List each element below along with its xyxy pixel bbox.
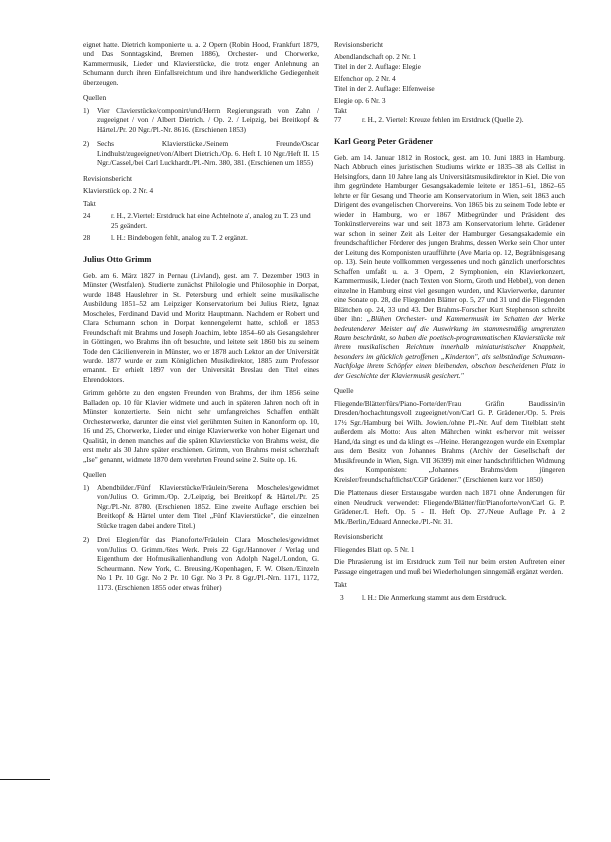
source-text: Drei Elegien/für das Pianoforte/Fräulein Clara Moscheles/gewidmet von/Julius O. Grimm./6tes Werk. Preis 22 Ggr./Hannover / Verlag und Eigenthum der Hofmusikalienhandlung von Adolph Nagel./London, G. Scheurmann. New York, C. Breusing./Kopenhagen, F. W. Olsen./Einzeln No 1 Pr. 10 Ggr. No 2 Pr. 10 Ggr. No 3 Pr. 8 Ggr./Pl.-Nrn. 1171, 1172, 1173. (Erschienen 1855 oder etwas früher)	[97, 535, 319, 592]
quelle-text-2: Die Plattenaus dieser Erstausgabe wurden nach 1871 ohne Änderungen für einen Neudruck verwendet: Fliegende/Blätter/für/Pianoforte/von/Carl G. P. Grädener./I. Heft. Op. 5 - II. Heft Op. 27./Neue Auflage Pr. à 2 Mk./Berlin,/Eduard Annecke./Pl.-Nr. 31.	[334, 488, 565, 526]
revision-piece: Klavierstück op. 2 Nr. 4	[83, 186, 154, 196]
revision-line	[334, 593, 565, 602]
left-column	[83, 40, 319, 597]
right-column	[334, 40, 565, 605]
page-edge-mark	[0, 779, 50, 780]
revision-entry	[334, 52, 565, 71]
source-item	[83, 535, 319, 592]
revision-line	[334, 115, 565, 124]
source-item	[83, 483, 319, 530]
quellen-label: Quellen	[83, 93, 107, 103]
revision-entry	[334, 96, 565, 115]
bar-number: 24	[83, 211, 91, 221]
graedener-quote: „Blühen Orchester- und Kammermusik im Schatten der Werke bedeutenderer Meister auf die Auswirkung im stammesmäßig umgrenzten Raum beschränkt, so haben die poetisch-programmatischen Klavierstücke mit ihrem musikalischen Reichtum innerhalb miniaturistischer Knappheit, besonders im glücklich getroffenen „Kinderton", als selbständige Schumann-Nachfolge ihrem Schöpfer einen bleibenden, obschon bescheidenen Platz in der Geschichte der Klaviermusik gesichert."	[334, 314, 565, 380]
quelle-text: Fliegende/Blätter/fürs/Piano-Forte/der/Frau Gräfin Baudissin/in Dresden/hochachtungsvoll zugeeignet/von/Carl G. P. Grädener./Op. 5. Preis 17½ Sgr./Hamburg bei Wilh. Jowien./ohne Pl.-Nr. Auf dem Titelblatt steht außerdem als Motto: Aus alten Mährchen winkt es/hervor mit weisser Hand,/da singt es und da klingt es –/Heine. Herangezogen wurde ein Exemplar aus dem Besitz von Johannes Brahms (Archiv der Gesellschaft der Musikfreunde in Wien, Sign. VII 36399) mit einer handschriftlichen Widmung des Komponisten: „Johannes Brahms/dem jüngeren Kreisler/freundschaftlichst/CGP Grädener." (Erschienen kurz vor 1850)	[334, 398, 565, 484]
source-item	[83, 139, 319, 167]
piece-note: Takt	[334, 105, 347, 115]
source-number: 2)	[83, 535, 90, 545]
piece-note: Titel in der 2. Auflage: Elegie	[334, 61, 421, 71]
revision-label: Revisionsbericht	[83, 173, 133, 183]
quellen-label: Quellen	[83, 470, 107, 480]
piece-title: Elegie op. 6 Nr. 3	[334, 96, 386, 106]
source-number: 1)	[83, 105, 90, 115]
piece-note: Titel in der 2. Auflage: Elfenweise	[334, 83, 435, 93]
revision-text: l. H.: Die Anmerkung stammt aus dem Erstdruck.	[362, 592, 507, 602]
source-number: 1)	[83, 482, 90, 492]
bar-number: 28	[83, 233, 91, 243]
revision-line	[83, 211, 319, 230]
source-text: Vier Clavierstücke/componirt/und/Herrn Regierungsrath von Zahn / zugeeignet / von / Albert Dietrich. / Op. 2. / Leipzig, bei Breitkopf & Härtel./Pr. 20 Ngr./Pl.-Nr. 8616. (Erschienen 1853)	[97, 105, 319, 134]
revision-label: Revisionsbericht	[334, 40, 384, 49]
source-text: Abendbilder./Fünf Klavierstücke/Fräulein/Serena Moscheles/gewidmet von/Julius O. Grimm./Op. 2./Leipzig, bei Breitkopf & Härtel./Pr. 25 Ngr./Pl.-Nr. 8780. (Erschienen 1852. Eine zweite Auflage erschien bei Breitkopf & Härtel unter dem Titel „Fünf Klavierstücke", die einzelnen Stücke tragen dabei andere Titel.)	[97, 482, 319, 530]
revision-takt: Takt	[83, 198, 96, 208]
revision-label: Revisionsbericht	[334, 532, 384, 542]
piece-title: Abendlandschaft op. 2 Nr. 1	[334, 52, 417, 62]
revision-text: l. H.: Bindebogen fehlt, analog zu T. 2 ergänzt.	[111, 233, 248, 243]
quelle-label: Quelle	[334, 386, 354, 396]
dietrich-intro: eignet hatte. Dietrich komponierte u. a. 2 Opern (Robin Hood, Frankfurt 1879, und Das Sonntagskind, Bremen 1886), Orchester- und Chorwerke, Kammermusik, Lieder und Klavierstücke, die trotz enger Anlehnung an Schumann durch ihren Einfallsreichtum und ihre handwerkliche Gediegenheit überzeugen.	[83, 40, 319, 87]
revision-line	[83, 233, 319, 242]
graedener-bio	[334, 153, 565, 381]
revision-piece: Fliegendes Blatt op. 5 Nr. 1	[334, 544, 415, 554]
source-text: Sechs Klavierstücke./Seinem Freunde/Oscar Lindhulst/zugeeignet/von/Albert Dietrich./Op. 6. Heft I. 10 Ngr./Heft II. 15 Ngr./Cassel,/bei Carl Luckhardt./Pl.-Nrn. 380, 381. (Erschienen um 1855)	[97, 139, 319, 168]
source-number: 2)	[83, 139, 90, 149]
grimm-heading: Julius Otto Grimm	[83, 254, 152, 264]
revision-note: Die Phrasierung ist im Erstdruck zum Teil nur beim ersten Auftreten einer Passage eingetragen und muß bei Wiederholungen sinngemäß ergänzt werden.	[334, 557, 565, 576]
source-item	[83, 106, 319, 134]
grimm-bio: Geb. am 6. März 1827 in Pernau (Livland), gest. am 7. Dezember 1903 in Münster (Westfalen). Studierte zunächst Philologie und Philosophie in Dorpat, wurde 1848 Hauslehrer in St. Petersburg und erhielt seine musikalische Ausbildung 1851–52 am Leipziger Konservatorium bei Julius Rietz, Ignaz Moscheles, Ferdinand David und Moritz Hauptmann. Nachdem er Robert und Clara Schumann schon in Dorpat kennengelernt hatte, schloß er 1853 Freundschaft mit Brahms und Joseph Joachim, lebte 1854–60 als Gesangslehrer in Göttingen, wo Brahms ihn oft besuchte, und leitete seit 1860 bis zu seinem Tode den Cäcilienverein in Münster, wo er 1878 auch Lektor an der Universität wurde. 1877 wurde er zum Königlichen Musikdirektor, 1885 zum Professor ernannt. Er erhielt 1897 von der Universität Breslau den Titel eines Ehrendoktors.	[83, 270, 319, 384]
grimm-bio-2: Grimm gehörte zu den engsten Freunden von Brahms, der ihm 1856 seine Balladen op. 10 für Klavier widmete und auch in späteren Jahren noch oft in Münster konzertierte. Sein nicht sehr umfangreiches Schaffen enthält Orchesterwerke, darunter die einst viel gerühmten Suiten in Kanonform op. 10, 16 und 25, Chorwerke, Lieder und einige Klavierwerke von hoher Eigenart und Qualität, in denen manches auf die späten Klavierstücke von Brahms weist, die erst mehr als 30 Jahre später erschienen. Grimm, von Brahms meist scherzhaft „Ise" genannt, widmete 1870 dem verehrten Freund seine 2. Suite op. 16.	[83, 388, 319, 464]
revision-text: r. H., 2. Viertel: Kreuze fehlen im Erstdruck (Quelle 2).	[362, 115, 524, 125]
revision-entry	[334, 74, 565, 93]
bar-number: 3	[340, 592, 344, 602]
graedener-heading: Karl Georg Peter Grädener	[334, 136, 434, 146]
piece-title: Elfenchor op. 2 Nr. 4	[334, 74, 396, 84]
revision-takt: Takt	[334, 580, 347, 590]
revision-text: r. H., 2.Viertel: Erstdruck hat eine Achtelnote a', analog zu T. 23 und 25 geändert.	[111, 211, 311, 230]
graedener-bio-text: Geb. am 14. Januar 1812 in Rostock, gest. am 10. Juni 1883 in Hamburg. Nach Abbruch eines juristischen Studiums wirkte er 1835–38 als Cellist in Helsingfors, dann 10 Jahre lang als Universitätsmusikdirektor in Kiel. Die von ihm gegründete Hamburger Gesangsakademie leitete er 1851–61, 1862–65 lehrte er für Gesang und Theorie am Konservatorium in Wien, seit 1863 auch Dirigent des evangelischen Chorvereins. Von 1865 bis zu seinem Tode lebte er wieder in Hamburg, wo er 1867 Mitbegründer und Präsident des Tonkünstlervereins war und seit 1873 am Konservatorium lehrte. Grädener war schon in seiner Zeit als Leiter der Hamburger Gesangsakademie ein freundschaftlicher Förderer des jungen Brahms, dessen Werke sein Chor unter der Leitung des Komponisten uraufführte (Ave Maria op. 12, Begräbnisgesang op. 13). Sein heute vollkommen vergessenes und noch gänzlich unerforschtes Schaffen umfaßt u. a. 3 Opern, 2 Symphonien, ein Klavierkonzert, Kammermusik, Lieder (nach Texten von Storm, Groth und Hebbel), von denen einzelne in Hamburg einst viel gesungen wurden, und Klavierwerke, darunter eine Sonate op. 28, die Fliegenden Blätter op. 5, 27 und 31 und die Fliegenden Blättchen op. 24, 33 und 43. Der Brahms-Forscher Kurt Stephenson schreibt über ihn:	[334, 152, 565, 324]
bar-number: 77	[334, 115, 342, 125]
